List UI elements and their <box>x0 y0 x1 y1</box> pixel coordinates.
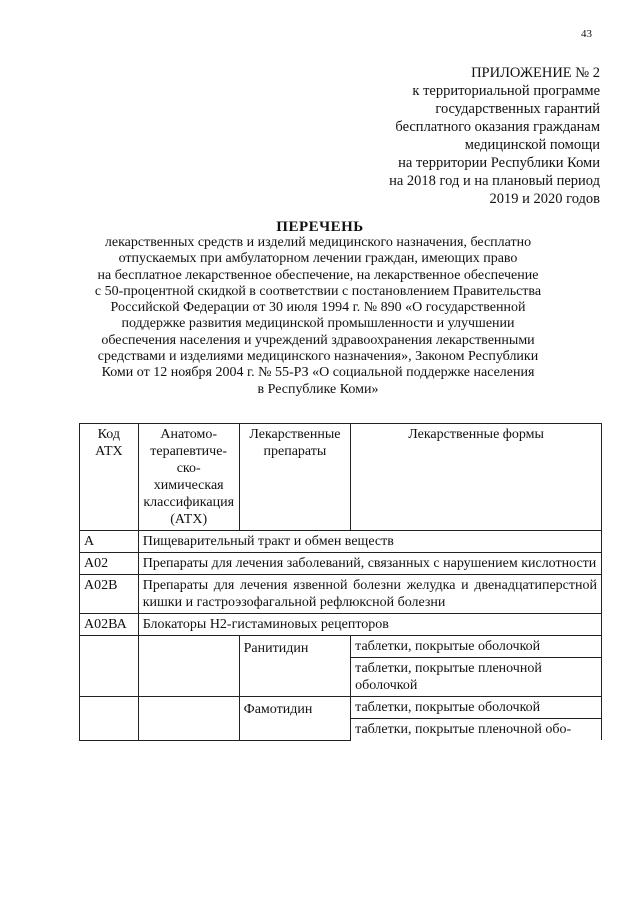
table-row <box>80 553 602 575</box>
atx-group-name: Препараты для лечения язвенной болезни желудка и двенадцатиперстной кишки и гастроэзофагальной рефлюксной болезни <box>138 575 601 614</box>
subtitle-line: на бесплатное лекарственное обеспечение, на лекарственное обеспечение <box>97 267 539 283</box>
appendix-line: на территории Республики Коми <box>398 155 600 171</box>
appendix-line: ПРИЛОЖЕНИЕ № 2 <box>471 65 600 81</box>
appendix-line: государственных гарантий <box>435 101 600 117</box>
drug-table <box>79 423 602 741</box>
appendix-line: бесплатного оказания гражданам <box>395 119 600 135</box>
appendix-header <box>280 64 600 208</box>
subtitle-line: Коми от 12 ноября 2004 г. № 55-РЗ «О социальной поддержке населения <box>101 365 535 381</box>
document-subtitle <box>88 235 548 398</box>
drug-name: Ранитидин <box>239 636 351 697</box>
subtitle-line: отпускаемых при амбулаторном лечении граждан, имеющих право <box>118 251 518 267</box>
document-title: ПЕРЕЧЕНЬ <box>276 219 364 235</box>
subtitle-line: обеспечения населения и учреждений здравоохранения лекарственными <box>101 332 535 348</box>
page-number: 43 <box>581 28 592 40</box>
atx-code: А <box>80 531 139 553</box>
empty-cell <box>80 697 139 741</box>
atx-code: А02В <box>80 575 139 614</box>
empty-cell <box>138 636 239 697</box>
appendix-line: на 2018 год и на плановый период <box>389 173 600 189</box>
subtitle-line: лекарственных средств и изделий медицинского назначения, бесплатно <box>104 235 532 250</box>
subtitle-line: с 50-процентной скидкой в соответствии с постановлением Правительства <box>94 283 542 299</box>
appendix-line: 2019 и 2020 годов <box>489 191 600 207</box>
header-forms: Лекарственные формы <box>351 424 602 531</box>
appendix-line: к территориальной программе <box>412 83 600 99</box>
empty-cell <box>80 636 139 697</box>
header-drugs: Лекарственные препараты <box>239 424 351 531</box>
atx-group-name: Препараты для лечения заболеваний, связанных с нарушением кислотности <box>138 553 601 575</box>
atx-group-name: Блокаторы Н2-гистаминовых рецепторов <box>138 614 601 636</box>
drug-name: Фамотидин <box>239 697 351 741</box>
header-classification: Анатомо-терапевтиче-ско-химическая классификация (АТХ) <box>138 424 239 531</box>
table-row <box>80 697 602 719</box>
drug-form: таблетки, покрытые пленочной обо- <box>351 719 602 741</box>
empty-cell <box>138 697 239 741</box>
table-row <box>80 531 602 553</box>
header-code: Код АТХ <box>80 424 139 531</box>
table-header-row <box>80 424 602 531</box>
atx-code: А02 <box>80 553 139 575</box>
table-row <box>80 614 602 636</box>
table-row <box>80 575 602 614</box>
subtitle-line: средствами и изделиями медицинского назначения», Законом Республики <box>97 349 539 365</box>
drug-form: таблетки, покрытые пленочной оболочкой <box>351 658 602 697</box>
subtitle-line: в Республике Коми» <box>257 381 379 397</box>
atx-code: А02ВА <box>80 614 139 636</box>
appendix-line: медицинской помощи <box>464 137 600 153</box>
subtitle-line: Российской Федерации от 30 июля 1994 г. № 890 «О государственной <box>110 300 526 316</box>
subtitle-line: поддержке развития медицинской промышленности и улучшении <box>121 316 515 332</box>
table-row <box>80 636 602 658</box>
atx-group-name: Пищеварительный тракт и обмен веществ <box>138 531 601 553</box>
drug-form: таблетки, покрытые оболочкой <box>351 697 602 719</box>
drug-form: таблетки, покрытые оболочкой <box>351 636 602 658</box>
